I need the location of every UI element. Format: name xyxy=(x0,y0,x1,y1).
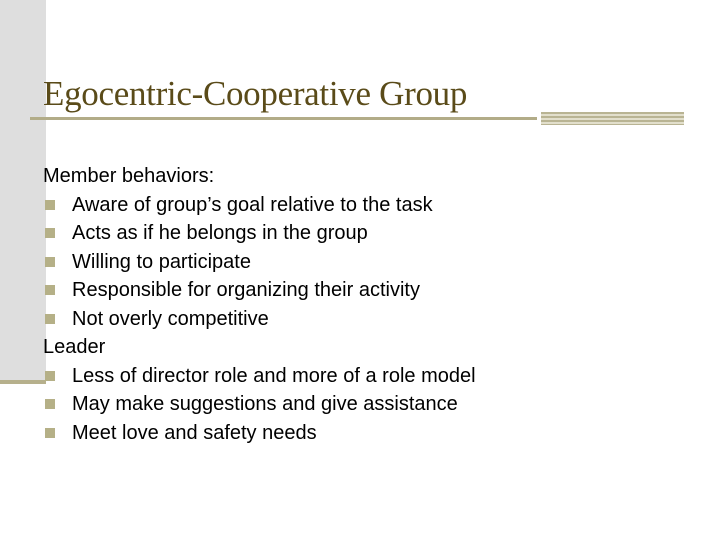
list-item: Acts as if he belongs in the group xyxy=(43,219,476,248)
list-item: Not overly competitive xyxy=(43,305,476,334)
list-item: Willing to participate xyxy=(43,248,476,277)
square-bullet-icon xyxy=(45,399,55,409)
slide-body xyxy=(43,162,476,447)
list-item: Less of director role and more of a role model xyxy=(43,362,476,391)
left-bar-edge xyxy=(0,380,46,384)
square-bullet-icon xyxy=(45,285,55,295)
square-bullet-icon xyxy=(45,200,55,210)
list-item: Meet love and safety needs xyxy=(43,419,476,448)
square-bullet-icon xyxy=(45,428,55,438)
section-heading-leader: Leader xyxy=(43,336,106,358)
square-bullet-icon xyxy=(45,371,55,381)
square-bullet-icon xyxy=(45,228,55,238)
list-item: Responsible for organizing their activity xyxy=(43,276,476,305)
section-heading-members: Member behaviors: xyxy=(43,165,215,187)
list-item: May make suggestions and give assistance xyxy=(43,390,476,419)
square-bullet-icon xyxy=(45,257,55,267)
left-decorative-bar xyxy=(0,0,46,384)
title-underline xyxy=(30,117,537,120)
slide-title: Egocentric-Cooperative Group xyxy=(43,74,468,113)
square-bullet-icon xyxy=(45,314,55,324)
title-rule-block xyxy=(541,112,684,125)
list-item: Aware of group’s goal relative to the task xyxy=(43,191,476,220)
